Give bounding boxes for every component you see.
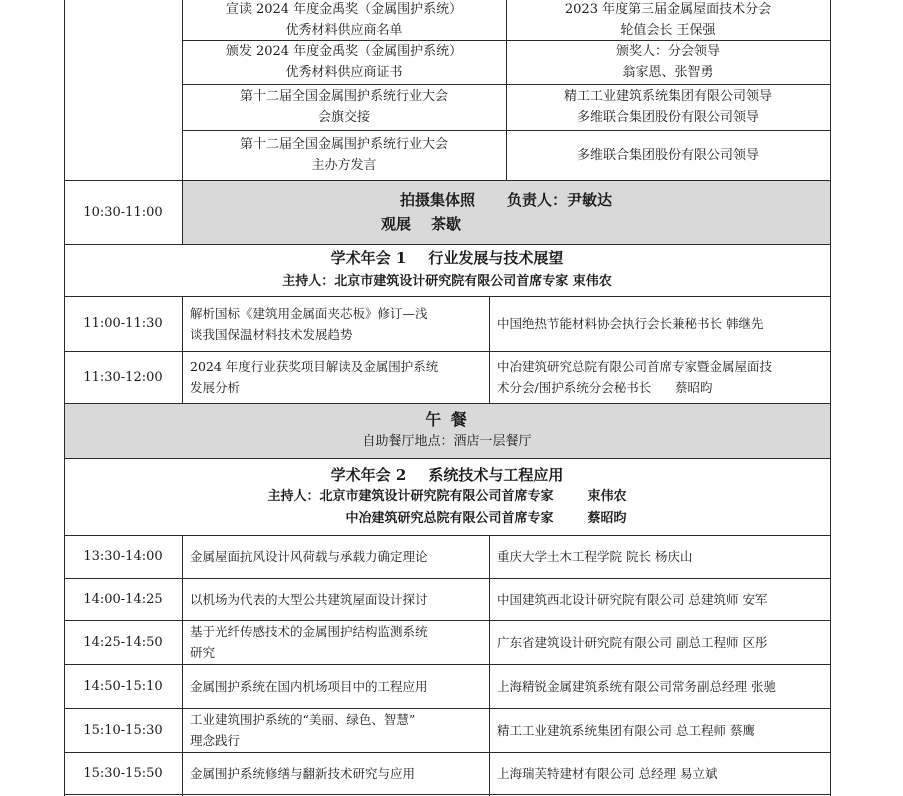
ceremony-person: 精工工业建筑系统集团有限公司领导 多维联合集团股份有限公司领导 [563, 89, 772, 125]
talk-time: 13:30-14:00 [83, 549, 163, 564]
tea-break-label: 茶歇 [431, 215, 462, 233]
photo-title: 拍摄集体照 [399, 191, 475, 209]
talk-topic: 金属围护系统修缮与翻新技术研究与应用 [190, 765, 416, 781]
talk-time: 11:30-12:00 [83, 369, 163, 385]
photo-activity [182, 180, 830, 244]
talk-topic: 金属围护系统在国内机场项目中的工程应用 [190, 678, 428, 694]
talk-speaker: 精工工业建筑系统集团有限公司 总工程师 蔡鹰 [497, 722, 755, 738]
talk-speaker: 中国建筑西北设计研究院有限公司 总建筑师 安军 [497, 591, 768, 607]
talk-speaker: 重庆大学土木工程学院 院长 杨庆山 [497, 549, 693, 564]
session2-title: 学术年会 2 系统技术与工程应用 [330, 465, 564, 484]
talk-speaker: 上海精锐金属建筑系统有限公司常务副总经理 张驰 [497, 678, 776, 694]
talk-time: 15:10-15:30 [83, 722, 163, 738]
session2-host-1: 主持人：北京市建筑设计研究院有限公司首席专家 束伟农 [267, 488, 627, 504]
session1-host: 主持人：北京市建筑设计研究院有限公司首席专家 束伟农 [282, 274, 612, 289]
talk-time: 15:30-15:50 [83, 765, 163, 781]
ceremony-person: 多维联合集团股份有限公司领导 [576, 147, 759, 163]
table-right-border [830, 0, 831, 796]
ceremony-item: 第十二届全国金属围护系统行业大会 主办方发言 [239, 137, 448, 173]
lunch-row [64, 403, 830, 458]
session1-title: 学术年会 1 行业发展与技术展望 [330, 249, 564, 267]
agenda-table [64, 0, 830, 796]
talk-topic: 以机场为代表的大型公共建筑屋面设计探讨 [190, 591, 428, 607]
talk-speaker: 中冶建筑研究总院有限公司首席专家暨金属屋面技 术分会/围护系统分会秘书长 蔡昭昀 [497, 359, 773, 395]
ceremony-item: 第十二届全国金属围护系统行业大会 会旗交接 [239, 89, 448, 125]
lunch-location: 自助餐厅地点：酒店一层餐厅 [362, 433, 532, 449]
talk-speaker: 中国绝热节能材料协会执行会长兼秘书长 韩继先 [497, 316, 764, 331]
lunch-title: 午 餐 [425, 409, 469, 429]
session2-header [64, 458, 830, 535]
photo-time: 10:30-11:00 [83, 204, 163, 220]
talk-time: 14:25-14:50 [83, 634, 163, 650]
talk-topic: 解析国标《建筑用金属面夹芯板》修订—浅 谈我国保温材料技术发展趋势 [190, 305, 428, 342]
ceremony-person: 2023 年度第三届金属屋面技术分会 轮值会长 王保强 [564, 2, 772, 38]
photo-sub-line [381, 212, 461, 236]
talk-speaker: 广东省建筑设计研究院有限公司 副总工程师 区彤 [497, 634, 768, 650]
talk-topic: 2024 年度行业获奖项目解读及金属围护系统 发展分析 [190, 359, 439, 395]
row-line [64, 794, 830, 795]
talk-topic: 金属屋面抗风设计风荷载与承载力确定理论 [190, 549, 428, 564]
talk-time: 11:00-11:30 [83, 316, 163, 331]
talk-time: 14:50-15:10 [83, 678, 163, 694]
talk-topic: 工业建筑围护系统的“美丽、绿色、智慧” 理念践行 [190, 712, 416, 748]
exhibition-label: 观展 [380, 215, 411, 233]
ceremony-person: 颁奖人：分会领导 翁家恩、张智勇 [615, 44, 720, 80]
session1-header [64, 244, 830, 296]
ceremony-item: 宣读 2024 年度金禹奖（金属围护系统） 优秀材料供应商名单 [225, 2, 463, 38]
talk-topic: 基于光纤传感技术的金属围护结构监测系统 研究 [190, 624, 428, 660]
talk-speaker: 上海瑞芙特建材有限公司 总经理 易立斌 [497, 765, 718, 781]
session2-host-2: 中冶建筑研究总院有限公司首席专家 蔡昭昀 [345, 510, 627, 526]
ceremony-item: 颁发 2024 年度金禹奖（金属围护系统） 优秀材料供应商证书 [225, 44, 463, 80]
talk-time: 14:00-14:25 [83, 591, 163, 607]
photo-owner: 负责人：尹敏达 [507, 191, 613, 209]
photo-title-line [400, 188, 612, 212]
